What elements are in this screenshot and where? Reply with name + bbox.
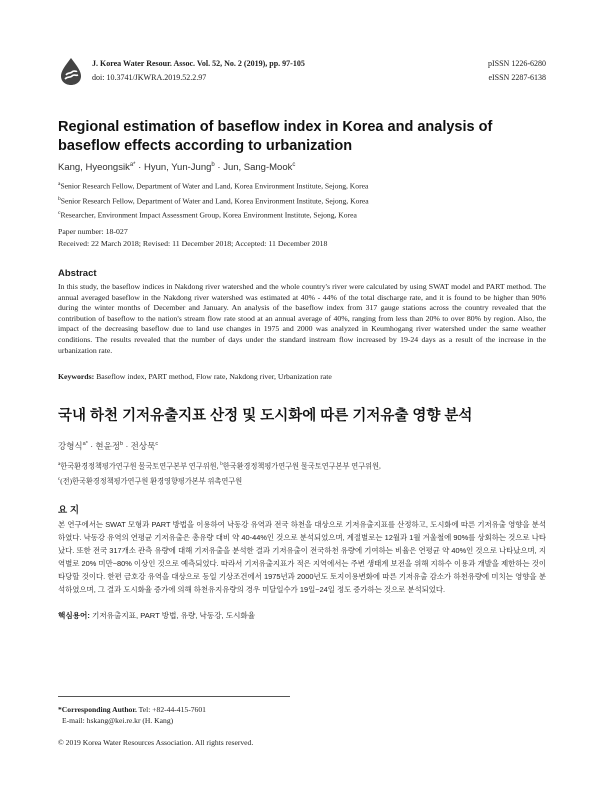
abstract-text: In this study, the baseflow indices in Nakdong river watershed and the whole country's river were calculated by using SWAT model and PART method. The annual averaged baseflow in the Nakdong river watershed was estimated at 40% - 44% of the total discharge rate, and it is found to be higher than 90% during the winter months of December and January. An analysis of the baseflow index from 317 gauge stations across the country revealed that the contribution of baseflow to the nation's stream flow rate stood at an annual average of 40%, ranging from less than 20% to over 80% by region. Also, the impact of the decreasing baseflow due to land use changes in 1975 and 2000 was analyzed in Keumhogang river watershed under the same weather conditions. The results revealed that the number of days under the standard instream flow increased by 19-24 days as a result of the increase in the urbanization rate.: [58, 282, 546, 355]
corresponding-tel: Tel: +82-44-415-7601: [136, 705, 206, 714]
affiliation-sup: a: [58, 462, 61, 467]
affiliation-item: [58, 178, 546, 193]
affiliation-sup: a: [58, 181, 61, 187]
author-list: [58, 162, 295, 173]
corresponding-label: *Corresponding Author.: [58, 705, 137, 714]
author-separator: ·: [87, 441, 96, 451]
footnote-divider: [58, 696, 290, 697]
author-name: Hyun, Yun-Jung: [143, 162, 212, 174]
journal-logo-icon: [58, 56, 84, 86]
affiliation-text: 한국환경정책평가연구원 물국토연구본부 연구위원,: [60, 462, 221, 471]
affiliation-sup: b: [220, 462, 223, 467]
author-name: Jun, Sang-Mook: [223, 162, 293, 174]
journal-header: [58, 54, 546, 88]
keywords-text: 기저유출지표, PART 방법, 유량, 낙동강, 도시화율: [89, 611, 256, 620]
corresponding-author: [58, 704, 358, 726]
korean-author-list: [58, 440, 158, 452]
affiliation-text: Senior Research Fellow, Department of Water and Land, Korea Environment Institute, Sejong, Korea: [60, 181, 369, 191]
affiliation-item: [58, 193, 546, 208]
author-sup: a*: [82, 441, 88, 448]
affiliation-text: Researcher, Environment Impact Assessment Group, Korea Environment Institute, Sejong, Korea: [60, 210, 357, 220]
paper-dates: Received: 22 March 2018; Revised: 11 December 2018; Accepted: 11 December 2018: [58, 239, 328, 248]
affiliation-text: (전)한국환경정책평가연구원 환경영향평가본부 위촉연구원: [60, 477, 243, 486]
paper-number: Paper number: 18-027: [58, 227, 128, 236]
journal-citation: J. Korea Water Resour. Assoc. Vol. 52, No. 2 (2019), pp. 97-105: [92, 59, 305, 68]
author-sup: c: [292, 162, 296, 168]
affiliation-text: 한국환경정책평가연구원 물국토연구본부 연구위원,: [222, 462, 381, 471]
affiliation-sup: c: [58, 477, 61, 483]
copyright-notice: © 2019 Korea Water Resources Association. All rights reserved.: [58, 738, 254, 747]
korean-abstract-text: 본 연구에서는 SWAT 모형과 PART 방법을 이용하여 낙동강 유역과 전국 하천을 대상으로 기저유출지표를 산정하고, 도시화에 따른 기저유출 영향을 분석하였다. 낙동강 유역의 연평균 기저유출은 총유량 대비 약 40-44%인 것으로 분석되었으며, 계절별로는 12월과 1월 겨울철에 90%를 상회하는 것으로 나타났다. 또한 전국 317개소 관측 유량에 대해 기저유출을 분석한 결과 기저유출이 전국하천 유량에 기여하는 비율은 연평균 약 40%인 것으로 나타났으며, 지역별로 20% 미만~80% 이상인 것으로 예측되었다. 따라서 기저유출지표가 적은 지역에서는 주변 생태계 보전을 위해 지하수 이용과 개발을 제한하는 것이 타당할 것이다. 한편 금호강 유역을 대상으로 동일 기상조건에서 1975년과 2000년도 토지이용변화에 따른 기저유출 감소가 하천유량에 미치는 영향을 분석하였으며, 그 결과 도시화율 증가에 의해 하천유지유량의 경우 미달일수가 19일~24일 정도 증가하는 것으로 분석되었다.: [58, 520, 546, 594]
paper-info: [58, 226, 546, 250]
affiliation-item: [58, 458, 546, 473]
author-separator: ·: [123, 441, 131, 451]
author-name: 강형식: [58, 441, 83, 451]
korean-affiliation-list: [58, 458, 546, 489]
korean-title: 국내 하천 기저유출지표 산정 및 도시화에 따른 기저유출 영향 분석: [58, 408, 473, 424]
author-name: 현윤정: [95, 441, 121, 451]
paper-title: Regional estimation of baseflow index in Korea and analysis of baseflow effects according to urbanization: [58, 119, 493, 154]
author-name: Kang, Hyeongsik: [58, 162, 130, 174]
korean-abstract-heading: 요 지: [58, 505, 79, 516]
affiliation-sup: c: [58, 210, 61, 217]
affiliation-item: [58, 207, 546, 222]
eissn-text: eISSN 2287-6138: [488, 73, 546, 82]
keywords-label: 핵심용어:: [58, 611, 90, 620]
korean-keywords: [58, 610, 546, 621]
doi-text[interactable]: doi: 10.3741/JKWRA.2019.52.2.97: [92, 73, 207, 82]
affiliation-text: Senior Research Fellow, Department of Water and Land, Korea Environment Institute, Sejong, Korea: [60, 196, 369, 206]
keywords-text: Baseflow index, PART method, Flow rate, Nakdong river, Urbanization rate: [94, 372, 332, 381]
author-name: 전상묵: [130, 441, 156, 451]
affiliation-sup: b: [58, 195, 61, 202]
author-separator: ·: [214, 162, 224, 174]
keywords-label: Keywords:: [58, 372, 95, 381]
pissn-text: pISSN 1226-6280: [487, 59, 546, 68]
author-sup: c: [155, 441, 159, 448]
author-sup: b: [211, 162, 215, 168]
author-sup: b: [120, 441, 124, 448]
author-sup: a*: [129, 162, 136, 168]
keywords: [58, 372, 546, 381]
corresponding-email[interactable]: E-mail: hskang@kei.re.kr (H. Kang): [62, 716, 174, 725]
abstract-heading: Abstract: [58, 268, 97, 279]
affiliation-item: [58, 473, 546, 488]
affiliation-list: [58, 178, 546, 222]
author-separator: ·: [135, 162, 144, 174]
